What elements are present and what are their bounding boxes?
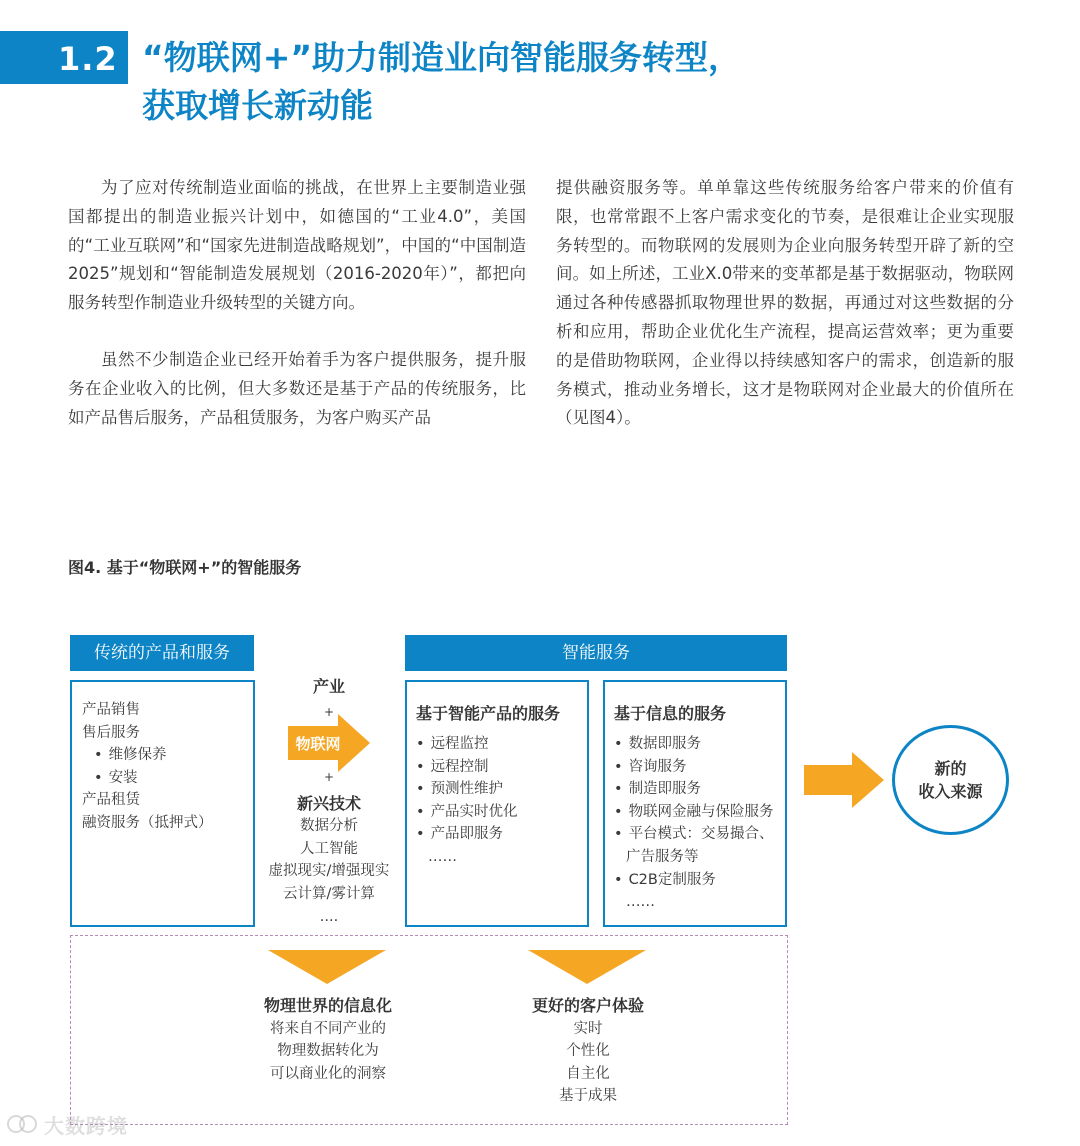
section-title-line2: 获取增长新动能 [142,86,373,125]
figure-caption: 图4. 基于“物联网+”的智能服务 [68,558,302,577]
list-item: 产品租赁 [82,792,140,809]
paragraph-2: 虽然不少制造企业已经开始着手为客户提供服务，提升服务在企业收入的比例，但大多数还是基于产品的传统服务，比如产品售后服务，产品租赁服务，为客户购买产品 [68,349,526,427]
paragraph-1: 为了应对传统制造业面临的挑战，在世界上主要制造业强国都提出的制造业振兴计划中，如德国的“工业4.0”，美国的“工业互联网”和“国家先进制造战略规划”，中国的“中国制造2025”规划和“智能制造发展规划（2016-2020年）”，都把向服务转型作制造业升级转型的关键方向。 [68,178,526,313]
list-item: • 咨询服务 [614,756,774,779]
middle-column-lower [256,766,402,928]
list-item: • C2B定制服务 [614,869,774,892]
section-number: 1.2 [58,40,118,78]
product-services-title: 基于智能产品的服务 [416,704,561,723]
list-item: • 物联网金融与保险服务 [614,801,774,824]
list-item: • 远程监控 [416,733,518,756]
better-customer-experience [488,995,688,1108]
list-item: • 安装 [82,767,213,790]
list-item-continued: 广告服务等 [626,848,699,865]
outcome-line: 个性化 [566,1043,610,1060]
smart-services-header: 智能服务 [405,635,787,671]
down-arrow-left-icon [268,950,386,984]
industry-label: 产业 [312,677,345,696]
tech-item: 数据分析 [300,818,358,835]
new-revenue-line1: 新的 [934,759,967,778]
revenue-arrow-icon [804,752,886,808]
list-item: • 产品即服务 [416,823,518,846]
watermark-text: 大数跨境 [44,1114,128,1138]
list-item: • 远程控制 [416,756,518,779]
product-services-list [416,733,518,869]
iot-label: 物联网 [295,735,341,753]
tech-item: .... [319,908,339,925]
list-item: • 产品实时优化 [416,801,518,824]
list-item: 售后服务 [82,724,140,741]
outcome-line: 实时 [573,1020,603,1037]
list-item: • 数据即服务 [614,733,774,756]
section-title-line1: “物联网+”助力制造业向智能服务转型， [142,38,742,77]
better-customer-experience-title: 更好的客户体验 [531,996,644,1015]
traditional-list [82,699,213,835]
outcome-line: 将来自不同产业的 [270,1020,386,1037]
info-services-title: 基于信息的服务 [614,704,727,723]
tech-item: 人工智能 [300,840,358,857]
list-item: • 制造即服务 [614,778,774,801]
emerging-tech-label: 新兴技术 [296,793,361,813]
paragraph-3: 提供融资服务等。单单靠这些传统服务给客户带来的价值有限，也常常跟不上客户需求变化的节奏，是很难让企业实现服务转型的。而物联网的发展则为企业向服务转型开辟了新的空间。如上所述，工业X.0带来的变革都是基于数据驱动，物联网通过各种传感器抓取物理世界的数据，再通过对这些数据的分析和应用，帮助企业优化生产流程，提高运营效率；更为重要的是借助物联网，企业得以持续感知客户的需求，创造新的服务模式，推动业务增长，这才是物联网对企业最大的价值所在（见图4）。 [556,178,1014,428]
outcome-line: 可以商业化的洞察 [270,1065,386,1082]
list-item: • 维修保养 [82,744,213,767]
list-item: • 平台模式：交易撮合、 [614,823,774,846]
plus-sign: + [323,704,335,719]
traditional-header: 传统的产品和服务 [70,635,254,671]
tech-item: 云计算/雾计算 [283,885,375,902]
outcome-line: 物理数据转化为 [277,1043,379,1060]
new-revenue-circle [892,725,1009,835]
tech-item: 虚拟现实/增强现实 [268,863,390,880]
list-item: 产品销售 [82,702,140,718]
info-physical-world-title: 物理世界的信息化 [263,996,392,1015]
down-arrow-right-icon [528,950,646,984]
list-ellipsis: …… [626,894,655,911]
watermark-logo-icon [6,1112,40,1136]
plus-sign: + [323,770,335,784]
outcome-line: 基于成果 [559,1088,617,1105]
left-column [68,174,526,432]
new-revenue-line2: 收入来源 [918,782,983,801]
info-services-list [614,733,774,914]
outcome-line: 自主化 [566,1065,610,1082]
list-item: • 预测性维护 [416,778,518,801]
info-physical-world [228,995,428,1085]
right-column [556,174,1014,433]
list-item: 融资服务（抵押式） [82,814,213,831]
list-ellipsis: …… [428,848,457,865]
